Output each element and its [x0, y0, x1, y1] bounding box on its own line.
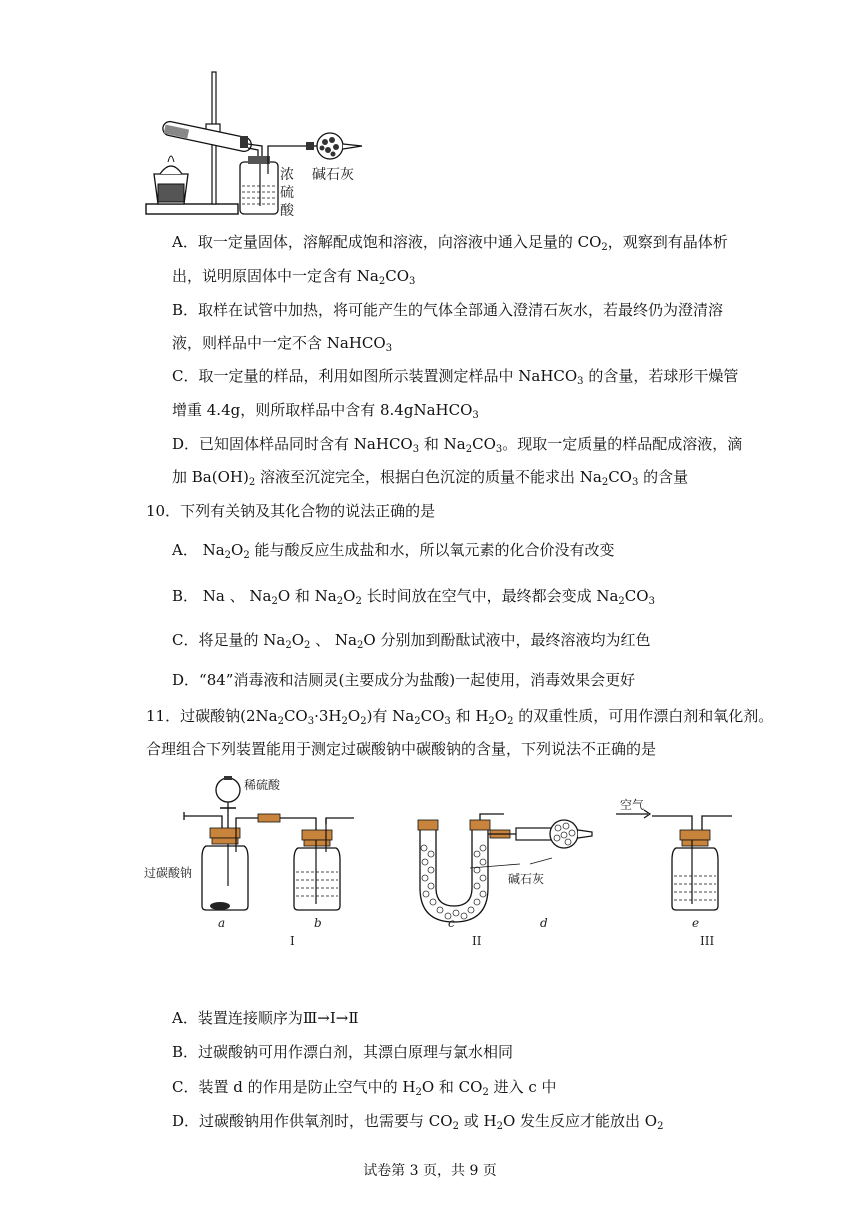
- q10-option-a: A． $Na_2O_2$ 能与酸反应生成盐和水，所以氧元素的化合价没有改变: [172, 541, 615, 561]
- q10-option-b: B． Na 、 $Na_2O$ 和 $Na_2O_2$ 长时间放在空气中，最终都会变成 $Na_2CO_3$: [172, 587, 655, 607]
- page-footer: 试卷第 3 页，共 9 页: [363, 1163, 497, 1179]
- q9-option-d-line1: D．已知固体样品同时含有 NaHCO$_3$ 和 $Na_2CO_3$。现取一定质量的样品配成溶液，滴: [172, 435, 743, 455]
- label-conc-sulfuric-3: 酸: [280, 203, 294, 219]
- heating-apparatus-drawing: [140, 66, 380, 220]
- q9-option-a-line2: 出，说明原固体中一定含有 $Na_2CO_3$: [172, 267, 416, 287]
- q11-option-c: C．装置 d 的作用是防止空气中的 $H_2O$ 和 $CO_2$ 进入 c 中: [172, 1078, 557, 1098]
- label-conc-sulfuric-2: 硫: [280, 185, 294, 201]
- label-soda-lime-2: 碱石灰: [508, 872, 545, 886]
- figure-apparatus-set: [140, 768, 750, 958]
- label-letter-e: e: [692, 916, 700, 930]
- q9-option-a-line1: A．取一定量固体，溶解配成饱和溶液，向溶液中通入足量的 $CO_2$，观察到有晶体析: [172, 233, 728, 253]
- q11-option-a: A．装置连接顺序为Ⅲ→I→Ⅱ: [172, 1009, 359, 1027]
- figure-heating-apparatus: [140, 66, 380, 220]
- label-air: 空气: [620, 798, 645, 812]
- q9-option-b-line1: B．取样在试管中加热，将可能产生的气体全部通入澄清石灰水，若最终仍为澄清溶: [172, 301, 724, 319]
- q11-stem-line2: 合理组合下列装置能用于测定过碳酸钠中碳酸钠的含量，下列说法不正确的是: [146, 740, 657, 758]
- label-sodium-percarbonate: 过碳酸钠: [144, 866, 193, 880]
- q9-option-c-line2: 增重 4.4g，则所取样品中含有 8.4gNaHCO$_3$: [172, 401, 479, 421]
- label-letter-b: b: [314, 916, 322, 930]
- label-letter-d: d: [540, 916, 548, 930]
- q10-option-c: C．将足量的 $Na_2O_2$ 、 $Na_2O$ 分别加到酚酞试液中，最终溶液均为红色: [172, 631, 651, 651]
- q11-option-b: B．过碳酸钠可用作漂白剂，其漂白原理与氯水相同: [172, 1043, 514, 1061]
- q10-stem: 10．下列有关钠及其化合物的说法正确的是: [146, 502, 436, 520]
- q9-option-b-line2: 液，则样品中一定不含 NaHCO$_3$: [172, 334, 393, 354]
- label-group-3: III: [700, 934, 715, 948]
- label-group-1: I: [290, 934, 295, 948]
- q11-option-d: D．过碳酸钠用作供氧剂时，也需要与 $CO_2$ 或 $H_2O$ 发生反应才能放出 $O_2$: [172, 1112, 664, 1132]
- label-conc-sulfuric-1: 浓: [280, 167, 294, 183]
- q11-stem-line1: 11．过碳酸钠$(2Na_2CO_3\cdot 3H_2O_2)$有 $Na_2CO_3$ 和 $H_2O_2$ 的双重性质，可用作漂白剂和氧化剂。: [146, 707, 774, 727]
- label-letter-a: a: [218, 916, 226, 930]
- label-dilute-sulfuric: 稀硫酸: [244, 778, 281, 792]
- label-soda-lime: 碱石灰: [312, 167, 354, 183]
- apparatus-set-drawing: [140, 768, 750, 958]
- q9-option-d-line2: 加 $Ba(OH)_2$ 溶液至沉淀完全，根据白色沉淀的质量不能求出 $Na_2CO_3$ 的含量: [172, 468, 689, 488]
- label-letter-c: c: [448, 916, 455, 930]
- label-group-2: II: [472, 934, 482, 948]
- q9-option-c-line1: C．取一定量的样品，利用如图所示装置测定样品中 NaHCO$_3$ 的含量，若球形干燥管: [172, 367, 739, 387]
- q10-option-d: D．“84”消毒液和洁厕灵(主要成分为盐酸)一起使用，消毒效果会更好: [172, 671, 636, 689]
